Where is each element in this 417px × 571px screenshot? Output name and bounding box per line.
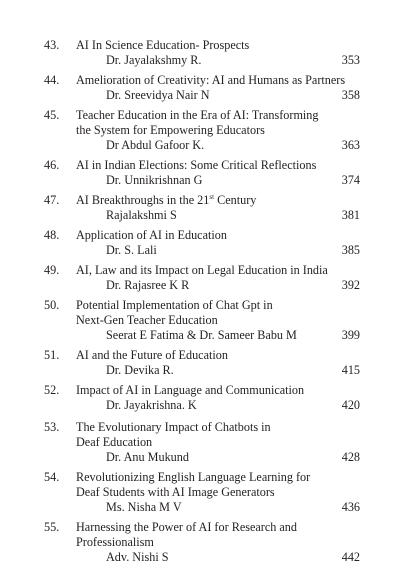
entry-author: Dr. Anu Mukund <box>106 450 189 464</box>
entry-title-line <box>76 470 310 485</box>
entry-title-line <box>76 123 265 138</box>
entry-title-text: AI In Science Education- Prospects <box>76 38 250 52</box>
entry-author: Adv. Nishi S <box>106 550 169 564</box>
entry-number: 48. <box>44 228 60 242</box>
entry-title-text: AI Breakthroughs in the 21 <box>76 193 210 207</box>
entry-page-number: 374 <box>341 173 360 187</box>
entry-title-text: Impact of AI in Language and Communication <box>76 383 305 397</box>
entry-author: Dr. Rajasree K R <box>106 278 190 292</box>
entry-number: 43. <box>44 38 60 52</box>
entry-author: Ms. Nisha M V <box>106 500 182 514</box>
entry-title-text: Revolutionizing English Language Learning for <box>76 470 311 484</box>
entry-title-text: Deaf Education <box>76 435 153 449</box>
entry-page-number: 353 <box>341 53 360 67</box>
entry-author: Dr. Unnikrishnan G <box>106 173 203 187</box>
entry-title-text: Next-Gen Teacher Education <box>76 313 218 327</box>
entry-title-line <box>76 348 228 363</box>
entry-page-number: 436 <box>341 500 360 514</box>
entry-title-text: Amelioration of Creativity: AI and Humans as Partners <box>76 73 346 87</box>
entry-title-line <box>76 435 152 450</box>
entry-page-number: 392 <box>341 278 360 292</box>
entry-number: 45. <box>44 108 60 122</box>
entry-page-number: 442 <box>341 550 360 564</box>
entry-page-number: 381 <box>341 208 360 222</box>
entry-title-line <box>76 228 227 243</box>
entry-title-text: Application of AI in Education <box>76 228 227 242</box>
entry-title-line <box>76 73 345 88</box>
entry-number: 54. <box>44 470 60 484</box>
entry-author: Seerat E Fatima & Dr. Sameer Babu M <box>106 328 297 342</box>
entry-author: Dr Abdul Gafoor K. <box>106 138 205 152</box>
entry-author: Rajalakshmi S <box>106 208 177 222</box>
entry-title-line <box>76 313 218 328</box>
entry-title-text: AI in Indian Elections: Some Critical Reflections <box>76 158 317 172</box>
entry-title-superscript: st <box>209 193 215 201</box>
entry-title-line <box>76 108 319 123</box>
entry-title-text: AI and the Future of Education <box>76 348 228 362</box>
entry-title-line <box>76 298 273 313</box>
entry-page-number: 363 <box>341 138 360 152</box>
entry-author: Dr. Sreevidya Nair N <box>106 88 210 102</box>
entry-number: 49. <box>44 263 60 277</box>
entry-title-text: Potential Implementation of Chat Gpt in <box>76 298 273 312</box>
entry-title-line <box>76 383 304 398</box>
entry-title-line <box>76 535 154 550</box>
entry-title-text: Century <box>214 193 257 207</box>
entry-title-line <box>76 485 275 500</box>
entry-number: 51. <box>44 348 60 362</box>
entry-number: 50. <box>44 298 60 312</box>
entry-title-text: Teacher Education in the Era of AI: Transforming <box>76 108 319 122</box>
entry-title-text: the System for Empowering Educators <box>76 123 265 137</box>
entry-title-line <box>76 193 256 208</box>
entry-author: Dr. Jayalakshmy R. <box>106 53 202 67</box>
entry-title-text: The Evolutionary Impact of Chatbots in <box>76 420 271 434</box>
entry-number: 44. <box>44 73 60 87</box>
entry-page-number: 358 <box>341 88 360 102</box>
entry-author: Dr. Devika R. <box>106 363 174 377</box>
entry-title-line <box>76 38 249 53</box>
entry-page-number: 428 <box>341 450 360 464</box>
entry-title-text: AI, Law and its Impact on Legal Education in India <box>76 263 328 277</box>
entry-author: Dr. S. Lali <box>106 243 157 257</box>
entry-number: 46. <box>44 158 60 172</box>
entry-title-line <box>76 520 297 535</box>
entry-page-number: 385 <box>341 243 360 257</box>
entry-author: Dr. Jayakrishna. K <box>106 398 197 412</box>
entry-number: 47. <box>44 193 60 207</box>
entry-title-line <box>76 420 271 435</box>
entry-page-number: 420 <box>341 398 360 412</box>
entry-title-text: Harnessing the Power of AI for Research and <box>76 520 297 534</box>
entry-number: 55. <box>44 520 60 534</box>
entry-title-text: Deaf Students with AI Image Generators <box>76 485 275 499</box>
entry-title-line <box>76 263 328 278</box>
entry-title-text: Professionalism <box>76 535 154 549</box>
entry-number: 52. <box>44 383 60 397</box>
entry-page-number: 415 <box>341 363 360 377</box>
entry-title-line <box>76 158 316 173</box>
entry-page-number: 399 <box>341 328 360 342</box>
entry-number: 53. <box>44 420 60 434</box>
